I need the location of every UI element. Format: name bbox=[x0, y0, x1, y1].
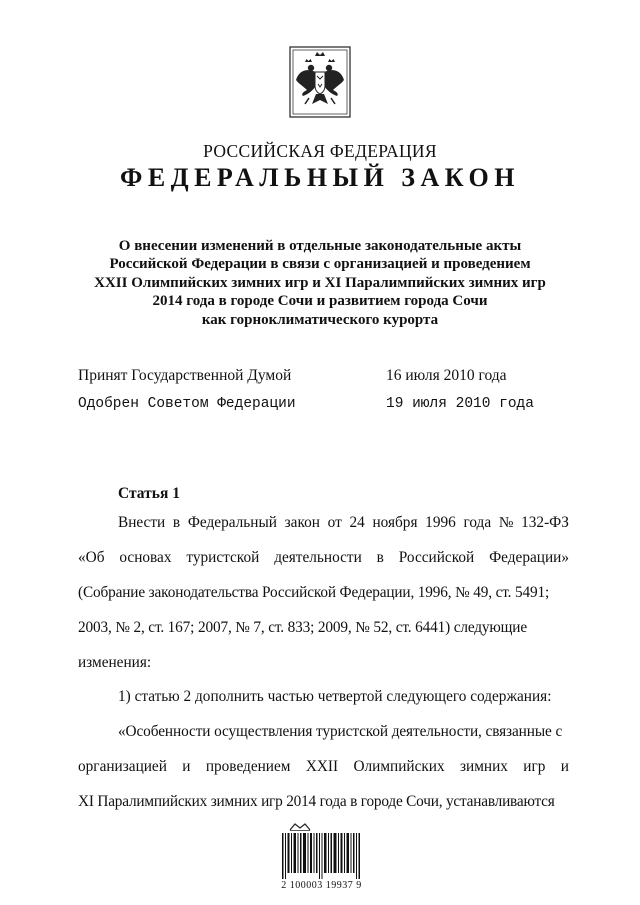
body-line-1 bbox=[118, 512, 569, 534]
body-line-2 bbox=[78, 547, 569, 569]
barcode-bars bbox=[282, 833, 362, 879]
law-title-line: как горноклиматического курорта bbox=[201, 311, 439, 328]
law-title-line: Российской Федерации в связи с организацией и проведением bbox=[109, 256, 531, 273]
word: Федерации» bbox=[489, 549, 569, 566]
word: года bbox=[463, 514, 492, 531]
quote-line-1: «Особенности осуществления туристской деятельности, связанные с bbox=[118, 723, 563, 740]
word: зимних bbox=[460, 758, 508, 775]
coat-of-arms-icon bbox=[289, 46, 351, 118]
adoption-council bbox=[78, 396, 558, 418]
word: ноября bbox=[372, 514, 418, 531]
word: Олимпийских bbox=[353, 758, 445, 775]
country-heading: РОССИЙСКАЯ ФЕДЕРАЦИЯ bbox=[203, 141, 437, 161]
word: закон bbox=[284, 514, 320, 531]
word: № bbox=[498, 514, 514, 531]
barcode-number: 2 100003 19937 9 bbox=[281, 880, 362, 891]
word: проведением bbox=[205, 758, 291, 775]
word: XXII bbox=[305, 758, 339, 775]
word: «Об bbox=[78, 549, 105, 566]
word: в bbox=[172, 514, 181, 531]
law-type-heading: ФЕДЕРАЛЬНЫЙ ЗАКОН bbox=[120, 163, 520, 192]
word: туристской bbox=[186, 549, 260, 566]
word: и bbox=[560, 758, 569, 775]
adoption-label: Одобрен Советом Федерации bbox=[78, 396, 296, 412]
word: основах bbox=[119, 549, 172, 566]
body-line-5: изменения: bbox=[78, 654, 152, 671]
article-heading: Статья 1 bbox=[118, 485, 180, 502]
adoption-date: 16 июля 2010 года bbox=[386, 367, 507, 384]
law-title-line: О внесении изменений в отдельные законодательные акты bbox=[118, 238, 522, 254]
quote-line-2 bbox=[78, 756, 569, 778]
point-1: 1) статью 2 дополнить частью четвертой следующего содержания: bbox=[118, 688, 552, 705]
word: деятельности bbox=[274, 549, 362, 566]
word: и bbox=[182, 758, 191, 775]
word: 132-ФЗ bbox=[521, 514, 569, 531]
quote-line-3: XI Паралимпийских зимних игр 2014 года в городе Сочи, устанавливаются bbox=[78, 793, 555, 810]
law-title-line: XXII Олимпийских зимних игр и XI Паралимпийских зимних игр bbox=[94, 274, 546, 291]
adoption-duma bbox=[78, 367, 558, 389]
barcode-mark-icon bbox=[289, 823, 311, 831]
word: в bbox=[376, 549, 384, 566]
body-line-3: (Собрание законодательства Российской Федерации, 1996, № 49, ст. 5491; bbox=[78, 584, 550, 601]
word: Внести bbox=[118, 514, 166, 531]
body-line-4: 2003, № 2, ст. 167; 2007, № 7, ст. 833; 2009, № 52, ст. 6441) следующие bbox=[78, 619, 527, 636]
word: 24 bbox=[349, 514, 365, 531]
barcode bbox=[279, 823, 364, 898]
word: Федеральный bbox=[187, 514, 277, 531]
word: от bbox=[327, 514, 342, 531]
law-title bbox=[80, 237, 560, 329]
adoption-date: 19 июля 2010 года bbox=[386, 396, 534, 412]
word: 1996 bbox=[425, 514, 456, 531]
law-title-line: 2014 года в городе Сочи и развитием города Сочи bbox=[152, 293, 488, 310]
adoption-label: Принят Государственной Думой bbox=[78, 367, 292, 384]
word: Российской bbox=[398, 549, 475, 566]
word: организацией bbox=[78, 758, 167, 775]
word: игр bbox=[523, 758, 546, 775]
